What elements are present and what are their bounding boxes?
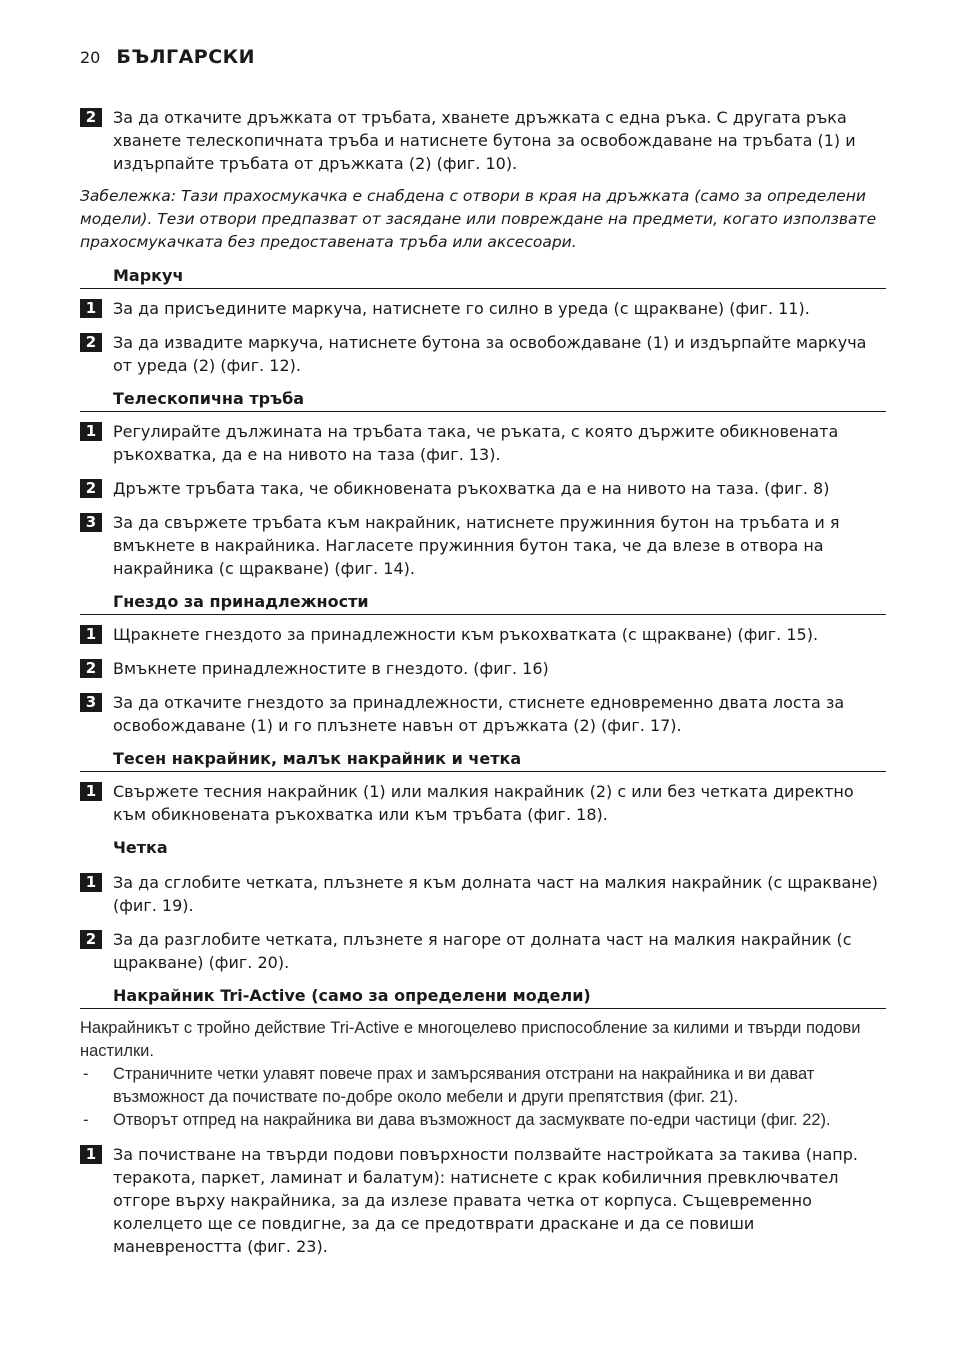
step-number: 1 bbox=[80, 299, 102, 318]
step-number: 2 bbox=[80, 930, 102, 949]
step-tube-1 bbox=[80, 420, 886, 466]
section-title-brush: Четка bbox=[113, 838, 168, 857]
section-title-accessory-holder: Гнездо за принадлежности bbox=[80, 591, 886, 615]
step-number: 1 bbox=[80, 873, 102, 892]
step-tube-2 bbox=[80, 477, 886, 500]
triactive-intro: Накрайникът с тройно действие Tri-Active е многоцелево приспособление за килими и твърди подови настилки. bbox=[80, 1019, 861, 1060]
section-title-hose: Маркуч bbox=[80, 265, 886, 289]
step-number: 1 bbox=[80, 422, 102, 441]
step-text: Дръжте тръбата така, че обикновената ръкохватка да е на нивото на таза. (фиг. 8) bbox=[113, 479, 830, 498]
bullet-text: Отворът отпред на накрайника ви дава възможност да засмуквате по-едри частици (фиг. 22). bbox=[113, 1111, 831, 1129]
section-title-triactive-nozzle: Накрайник Tri-Active (само за определени модели) bbox=[80, 985, 886, 1009]
step-detach-handle bbox=[80, 106, 886, 175]
step-text: За да извадите маркуча, натиснете бутона за освобождаване (1) и издърпайте маркуча от уреда (2) (фиг. 12). bbox=[113, 333, 867, 375]
manual-page bbox=[80, 46, 886, 1258]
step-text: За да сглобите четката, плъзнете я към долната част на малкия накрайник (с щракване) (фиг. 19). bbox=[113, 873, 878, 915]
step-hose-1 bbox=[80, 297, 886, 320]
bullet-item bbox=[80, 1109, 886, 1132]
step-text: За да свържете тръбата към накрайник, натиснете пружинния бутон на тръбата и я вмъкнете в накрайника. Нагласете пружинния бутон така, че да влезе в отвора на накрайника (с щракване) (фиг. 14). bbox=[113, 513, 840, 578]
note-paragraph: Забележка: Тази прахосмукачка е снабдена с отвори в края на дръжката (само за определени модели). Тези отвори предпазват от засядане или повреждане на предмети, когато използвате прахосмукачката без предоставената тръба или аксесоари. bbox=[80, 187, 877, 251]
bullet-text: Страничните четки улавят повече прах и замърсявания отстрани на накрайника и ви дават възможност да почиствате по-добре около мебели и други препятствия (фиг. 21). bbox=[113, 1065, 815, 1106]
step-tube-3 bbox=[80, 511, 886, 580]
step-number: 2 bbox=[80, 479, 102, 498]
page-header bbox=[80, 46, 886, 76]
bullet-item bbox=[80, 1063, 886, 1109]
section-title-crevice-nozzle: Тесен накрайник, малък накрайник и четка bbox=[80, 748, 886, 772]
step-number: 1 bbox=[80, 1145, 102, 1164]
step-holder-2 bbox=[80, 657, 886, 680]
step-number: 2 bbox=[80, 659, 102, 678]
language-heading: БЪЛГАРСКИ bbox=[116, 46, 256, 68]
step-brush-1 bbox=[80, 871, 886, 917]
bullet-dash: - bbox=[83, 1065, 89, 1083]
step-number: 1 bbox=[80, 625, 102, 644]
step-number: 3 bbox=[80, 513, 102, 532]
step-text: За почистване на твърди подови повърхности ползвайте настройката за такива (напр. теракота, паркет, ламинат и балатум): натиснете с крак кобиличния превключвател отгоре върху накрайника, за да излезе правата четка от корпуса. Същевременно колелцето ще се повдигне, за да се предотврати драскане и да се повиши маневреността (фиг. 23). bbox=[113, 1145, 858, 1256]
step-number: 2 bbox=[80, 333, 102, 352]
step-text: Свържете тесния накрайник (1) или малкия накрайник (2) с или без четката директно към обикновената ръкохватка или към тръбата (фиг. 18). bbox=[113, 782, 854, 824]
bullet-dash: - bbox=[83, 1111, 89, 1129]
step-text: За да разглобите четката, плъзнете я нагоре от долната част на малкия накрайник (с щракване) (фиг. 20). bbox=[113, 930, 852, 972]
page-number: 20 bbox=[80, 48, 101, 67]
step-number: 1 bbox=[80, 782, 102, 801]
step-triactive-1 bbox=[80, 1143, 886, 1258]
step-holder-3 bbox=[80, 691, 886, 737]
step-number: 3 bbox=[80, 693, 102, 712]
step-text: Вмъкнете принадлежностите в гнездото. (фиг. 16) bbox=[113, 659, 549, 678]
step-crevice-1 bbox=[80, 780, 886, 826]
section-title-tube: Телескопична тръба bbox=[80, 388, 886, 412]
step-number: 2 bbox=[80, 108, 102, 127]
step-text: За да откачите дръжката от тръбата, хванете дръжката с една ръка. С другата ръка хванете телескопичната тръба и натиснете бутона за освобождаване на тръбата (1) и издърпайте тръбата от дръжката (2) (фиг. 10). bbox=[113, 108, 856, 173]
step-text: За да присъедините маркуча, натиснете го силно в уреда (с щракване) (фиг. 11). bbox=[113, 299, 810, 318]
step-text: За да откачите гнездото за принадлежности, стиснете едновременно двата лоста за освобождаване (1) и го плъзнете навън от дръжката (2) (фиг. 17). bbox=[113, 693, 845, 735]
step-text: Регулирайте дължината на тръбата така, че ръката, с която държите обикновената ръкохватка, да е на нивото на таза (фиг. 13). bbox=[113, 422, 839, 464]
step-brush-2 bbox=[80, 928, 886, 974]
step-hose-2 bbox=[80, 331, 886, 377]
step-text: Щракнете гнездото за принадлежности към ръкохватката (с щракване) (фиг. 15). bbox=[113, 625, 819, 644]
step-holder-1 bbox=[80, 623, 886, 646]
